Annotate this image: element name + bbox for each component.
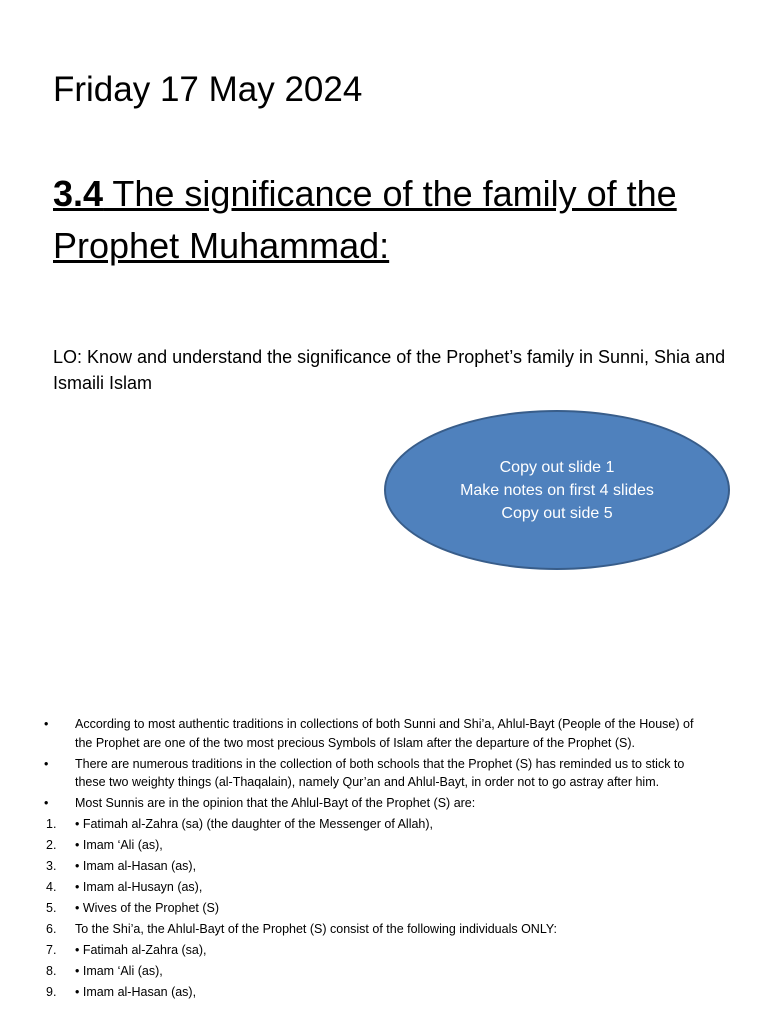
bullet-marker: •: [44, 756, 49, 771]
bullet-marker: •: [44, 717, 49, 731]
number-marker: 7.: [46, 943, 57, 957]
list-item-text: • Fatimah al-Zahra (sa) (the daughter of the Messenger of Allah),: [75, 817, 434, 831]
list-item: [0, 815, 768, 834]
title-number: 3.4: [53, 173, 104, 214]
instruction-line-1: Copy out slide 1: [499, 458, 615, 476]
slide-title: [53, 168, 743, 272]
learning-objective: LO: Know and understand the significance of the Prophet’s family in Sunni, Shia and Ismaili Islam: [53, 347, 726, 393]
number-marker: 2.: [46, 838, 57, 852]
instruction-line-3: Copy out side 5: [501, 504, 613, 522]
list-item-text: According to most authentic traditions in collections of both Sunni and Shi’a, Ahlul-Bayt (People of the House) of the Prophet are one of the two most precious Symbols of Islam after the departure of the Prophet (S).: [75, 717, 694, 750]
number-marker: 5.: [46, 901, 57, 915]
list-item: [0, 983, 768, 1002]
number-marker: 6.: [46, 922, 57, 936]
list-item-text: • Imam al-Hasan (as),: [75, 985, 197, 999]
list-item-text: • Imam al-Husayn (as),: [75, 880, 203, 894]
list-item: [0, 920, 768, 939]
instruction-line-2: Make notes on first 4 slides: [460, 481, 654, 499]
notes-list: [0, 715, 768, 1004]
list-item-text: • Imam ‘Ali (as),: [75, 964, 163, 978]
number-marker: 9.: [46, 985, 57, 999]
number-marker: 8.: [46, 964, 57, 978]
list-item-text: There are numerous traditions in the collection of both schools that the Prophet (S) has reminded us to stick to these two weighty things (al-Thaqalain), namely Qur’an and Ahlul-Bayt, in order not to go astray after him.: [75, 756, 685, 789]
list-item: [0, 941, 768, 960]
list-item-text: • Wives of the Prophet (S): [75, 901, 220, 915]
number-marker: 1.: [46, 817, 57, 831]
instructions-ellipse: [384, 410, 730, 570]
list-item-text: To the Shi’a, the Ahlul-Bayt of the Prophet (S) consist of the following individuals ONLY:: [75, 922, 557, 936]
list-item-text: Most Sunnis are in the opinion that the Ahlul-Bayt of the Prophet (S) are:: [75, 796, 476, 810]
list-item: [0, 899, 768, 918]
title-text: The significance of the family of the Prophet Muhammad:: [53, 173, 677, 266]
list-item: [0, 715, 768, 752]
list-item: [0, 878, 768, 897]
list-item: [0, 794, 768, 813]
list-item: [0, 857, 768, 876]
list-item: [0, 836, 768, 855]
list-item-text: • Imam ‘Ali (as),: [75, 838, 163, 852]
list-item: [0, 962, 768, 981]
list-item-text: • Imam al-Hasan (as),: [75, 859, 197, 873]
bullet-marker: •: [44, 796, 49, 810]
list-item-text: • Fatimah al-Zahra (sa),: [75, 943, 207, 957]
list-item: [0, 755, 768, 792]
number-marker: 4.: [46, 880, 57, 894]
slide-date: Friday 17 May 2024: [53, 70, 363, 109]
number-marker: 3.: [46, 859, 57, 873]
